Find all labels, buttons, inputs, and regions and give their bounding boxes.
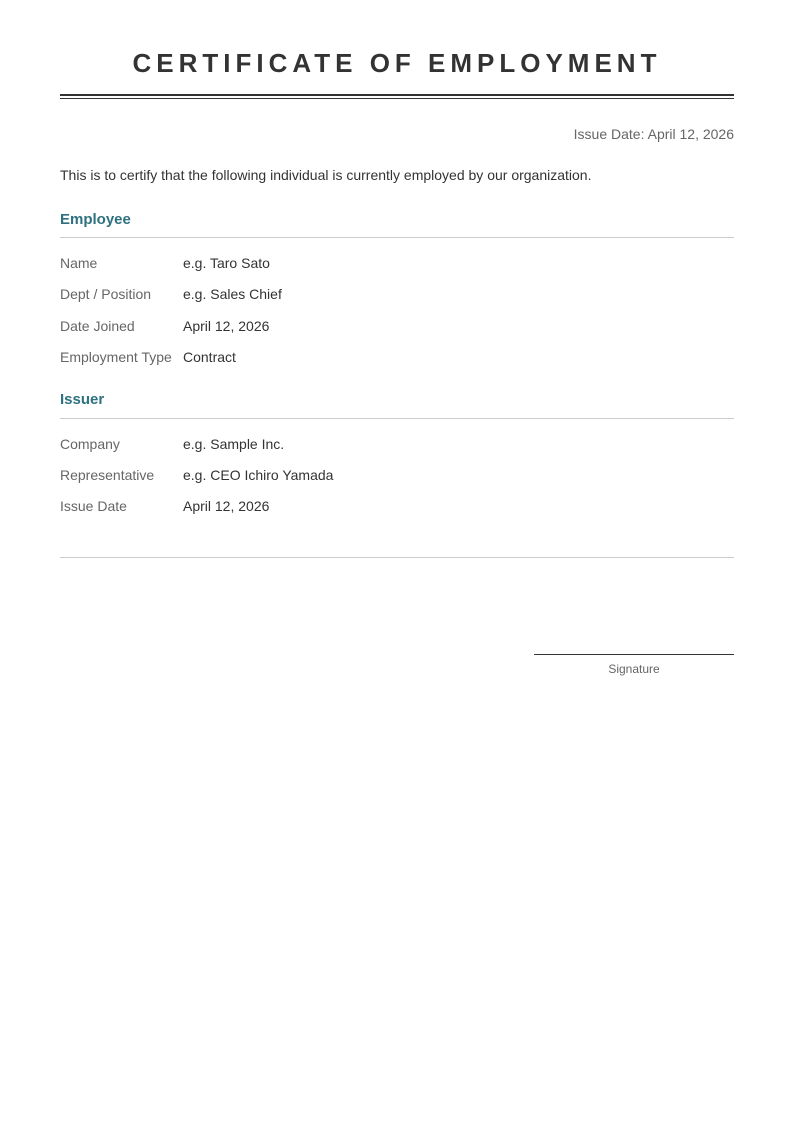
field-value: e.g. Sample Inc. bbox=[183, 436, 285, 452]
field-label: Employment Type bbox=[60, 349, 172, 365]
intro-statement: This is to certify that the following individual is currently employed by our organization. bbox=[60, 167, 592, 183]
employee-row-employment-type bbox=[60, 347, 734, 367]
signature-line bbox=[534, 654, 734, 655]
field-label: Date Joined bbox=[60, 318, 135, 334]
footer-divider bbox=[60, 557, 734, 558]
field-label: Representative bbox=[60, 467, 155, 483]
employee-row-name bbox=[60, 253, 734, 273]
issuer-section-rule bbox=[60, 418, 734, 419]
employee-section-rule bbox=[60, 237, 734, 238]
issuer-section-heading: Issuer bbox=[60, 391, 105, 408]
title-double-rule bbox=[60, 94, 734, 99]
employee-section-heading: Employee bbox=[60, 211, 131, 228]
issuer-row-company bbox=[60, 434, 734, 454]
employee-row-date-joined bbox=[60, 316, 734, 336]
field-value: e.g. Sales Chief bbox=[183, 286, 282, 302]
field-label: Company bbox=[60, 436, 120, 452]
issuer-row-issue-date bbox=[60, 496, 734, 516]
field-label: Dept / Position bbox=[60, 286, 152, 302]
field-value: e.g. Taro Sato bbox=[183, 255, 270, 271]
signature-label: Signature bbox=[608, 662, 660, 676]
field-value: April 12, 2026 bbox=[183, 318, 270, 334]
issuer-row-representative bbox=[60, 465, 734, 485]
field-value: Contract bbox=[183, 349, 236, 365]
issue-date-line: Issue Date: April 12, 2026 bbox=[573, 126, 734, 142]
field-label: Name bbox=[60, 255, 98, 271]
certificate-page bbox=[60, 0, 734, 1123]
document-title: CERTIFICATE OF EMPLOYMENT bbox=[132, 48, 662, 78]
field-label: Issue Date bbox=[60, 498, 127, 514]
field-value: e.g. CEO Ichiro Yamada bbox=[183, 467, 334, 483]
employee-row-dept-position bbox=[60, 284, 734, 304]
field-value: April 12, 2026 bbox=[183, 498, 270, 514]
